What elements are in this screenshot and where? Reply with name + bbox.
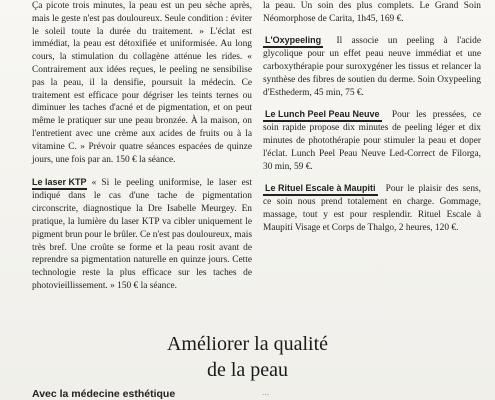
lunch-peel-section [263, 108, 481, 174]
laser-heading: Le laser KTP [32, 176, 87, 190]
bottom-subheading: Avec la médecine esthétique [32, 388, 176, 400]
laser-text: « Si le peeling uniformise, le laser est indiqué dans le cas d'une tache de pigmentation circonscrite, diagnostique la Dre Isabelle Meurgey. En pratique, la lumière du laser KTP va cibler uniquement le pigment brun pour le brûler. Ce n'est pas douloureux, mais très bref. Une croûte se forme et la peau rosit avant de reprendre sa pigmentation naturelle en quinze jours. Cette technologie reste la plus efficace sur les taches de photovieillissement. » 150 € la séance. [32, 178, 252, 291]
lunch-peel-text: Pour les pressées, ce soin rapide propose dix minutes de peeling léger et dix minutes de photothérapie pour stimuler la peau et doper l'éclat. Lunch Peel Peau Neuve Led-Correct de Filorga, 30 min, 59 €. [263, 109, 482, 172]
peeling-paragraph: Ça picote trois minutes, la peau est un peu sèche après, mais le geste n'est pas douloureux. Seule condition : éviter le soleil toute la durée du traitement. » L'éclat est immédiat, la peau est détoxifiée et uniformisée. Au long cours, la stimulation du collagène atténue les rides. « Contrairement aux idées reçues, le peeling ne sensibilise pas la peau, il la densifie, poursuit la médecin. Ce traitement est efficace pour dégriser les teints ternes ou diminuer les taches d'acné et de pigmentation, et on peut même le pratiquer sur une peau bronzée. À la maison, on l'entretient avec une crème aux acides de fruits ou à la vitamine C. » Prévoir quatre séances espacées de quinze jours, une fois par an. 150 € la séance. [32, 1, 252, 165]
escale-section [263, 182, 481, 235]
lunch-peel-heading: Le Lunch Peel Peau Neuve [263, 108, 382, 123]
oxypeeling-heading: L'Oxypeeling [263, 34, 323, 49]
oxypeeling-section [263, 34, 481, 100]
headline-line-1: Améliorer la qualité [166, 333, 329, 355]
escale-heading: Le Rituel Escale à Maupiti [263, 182, 378, 197]
escale-text: Pour le plaisir des sens, ce soin nous prend totalement en charge. Gommage, massage, tout y est pour resplendir. Rituel Escale à Maupiti Visage et Corps de Thalgo, 2 heures, 120 €. [263, 183, 482, 233]
oxypeeling-text: Il associe un peeling à l'acide glycolique pour un effet peau neuve immédiat et une carboxythérapie pour suroxygéner les tissus et relancer la synthèse des fibres de soutien du derme. Soin Oxypeeling d'Esthederm, 45 min, 75 €. [263, 35, 482, 98]
section-headline [0, 331, 495, 383]
left-column [32, 0, 252, 293]
bottom-continuation: ... [262, 388, 270, 398]
grand-soin-end: la peau. Un soin des plus complets. Le Grand Soin Néomorphose de Carita, 1h45, 169 €. [263, 1, 481, 24]
right-column [263, 0, 481, 235]
laser-section [32, 176, 252, 292]
headline-line-2: de la peau [206, 359, 289, 381]
